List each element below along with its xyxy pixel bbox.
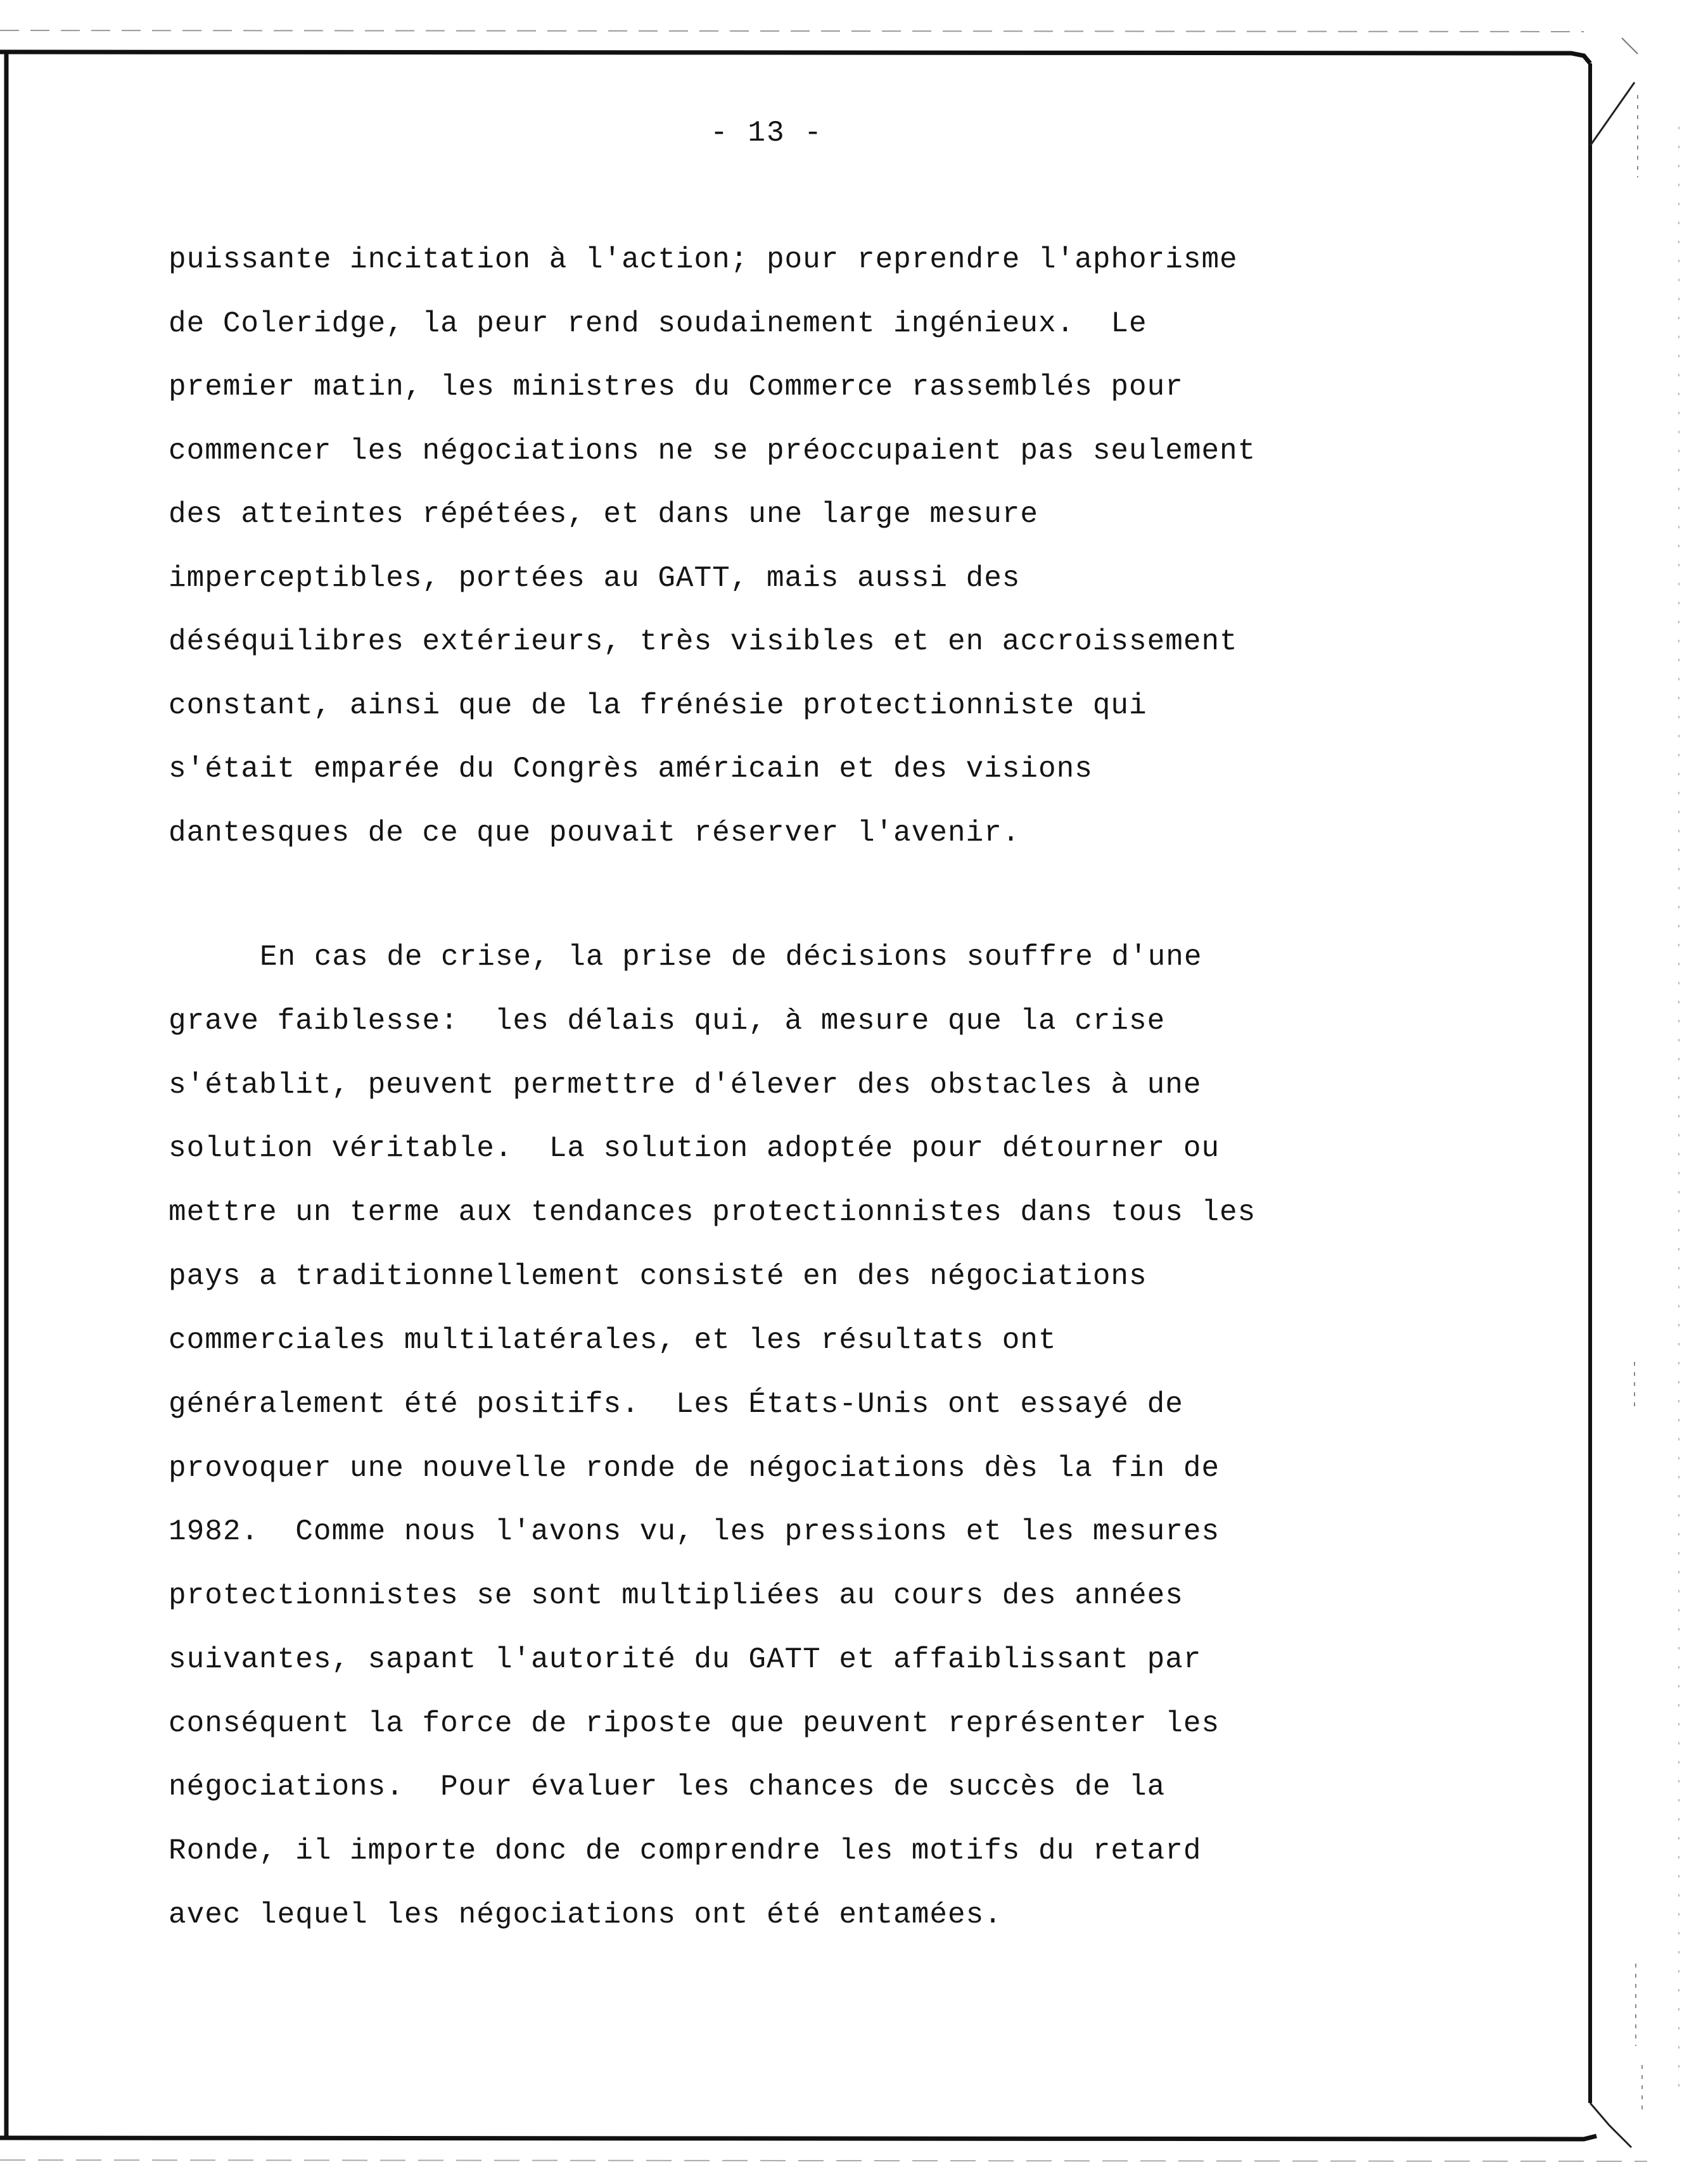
text-line: avec lequel les négociations ont été entamées.	[169, 1898, 1002, 1931]
text-line: mettre un terme aux tendances protectionnistes dans tous les	[169, 1196, 1256, 1229]
text-line: Ronde, il importe donc de comprendre les motifs du retard	[169, 1834, 1202, 1867]
text-line: s'établit, peuvent permettre d'élever des obstacles à une	[169, 1069, 1202, 1102]
text-line: commerciales multilatérales, et les résultats ont	[169, 1324, 1057, 1357]
text-line: de Coleridge, la peur rend soudainement ingénieux. Le	[169, 307, 1147, 340]
text-line: En cas de crise, la prise de décisions souffre d'une	[260, 941, 1202, 974]
text-line: premier matin, les ministres du Commerce rassemblés pour	[169, 371, 1183, 404]
text-line: solution véritable. La solution adoptée pour détourner ou	[169, 1132, 1220, 1165]
text-line: 1982. Comme nous l'avons vu, les pressions et les mesures	[169, 1515, 1220, 1548]
text-line: déséquilibres extérieurs, très visibles et en accroissement	[169, 625, 1238, 658]
text-line: négociations. Pour évaluer les chances de succès de la	[169, 1770, 1166, 1803]
text-line: pays a traditionnellement consisté en des négociations	[169, 1260, 1147, 1293]
text-line: protectionnistes se sont multipliées au cours des années	[169, 1579, 1183, 1612]
text-line: généralement été positifs. Les États-Unis ont essayé de	[169, 1388, 1183, 1421]
text-line: puissante incitation à l'action; pour reprendre l'aphorisme	[169, 243, 1238, 276]
text-line: commencer les négociations ne se préoccupaient pas seulement	[169, 435, 1256, 467]
text-line: grave faiblesse: les délais qui, à mesure que la crise	[169, 1005, 1166, 1038]
text-line: dantesques de ce que pouvait réserver l'avenir.	[169, 817, 1021, 849]
text-line: imperceptibles, portées au GATT, mais aussi des	[169, 562, 1021, 595]
text-line: conséquent la force de riposte que peuvent représenter les	[169, 1707, 1220, 1740]
page-number: - 13 -	[710, 117, 823, 149]
text-line: provoquer une nouvelle ronde de négociations dès la fin de	[169, 1452, 1220, 1485]
text-line: suivantes, sapant l'autorité du GATT et affaiblissant par	[169, 1643, 1202, 1676]
text-line: constant, ainsi que de la frénésie protectionniste qui	[169, 689, 1147, 722]
text-line: des atteintes répétées, et dans une large mesure	[169, 498, 1039, 531]
text-line: s'était emparée du Congrès américain et des visions	[169, 753, 1093, 785]
